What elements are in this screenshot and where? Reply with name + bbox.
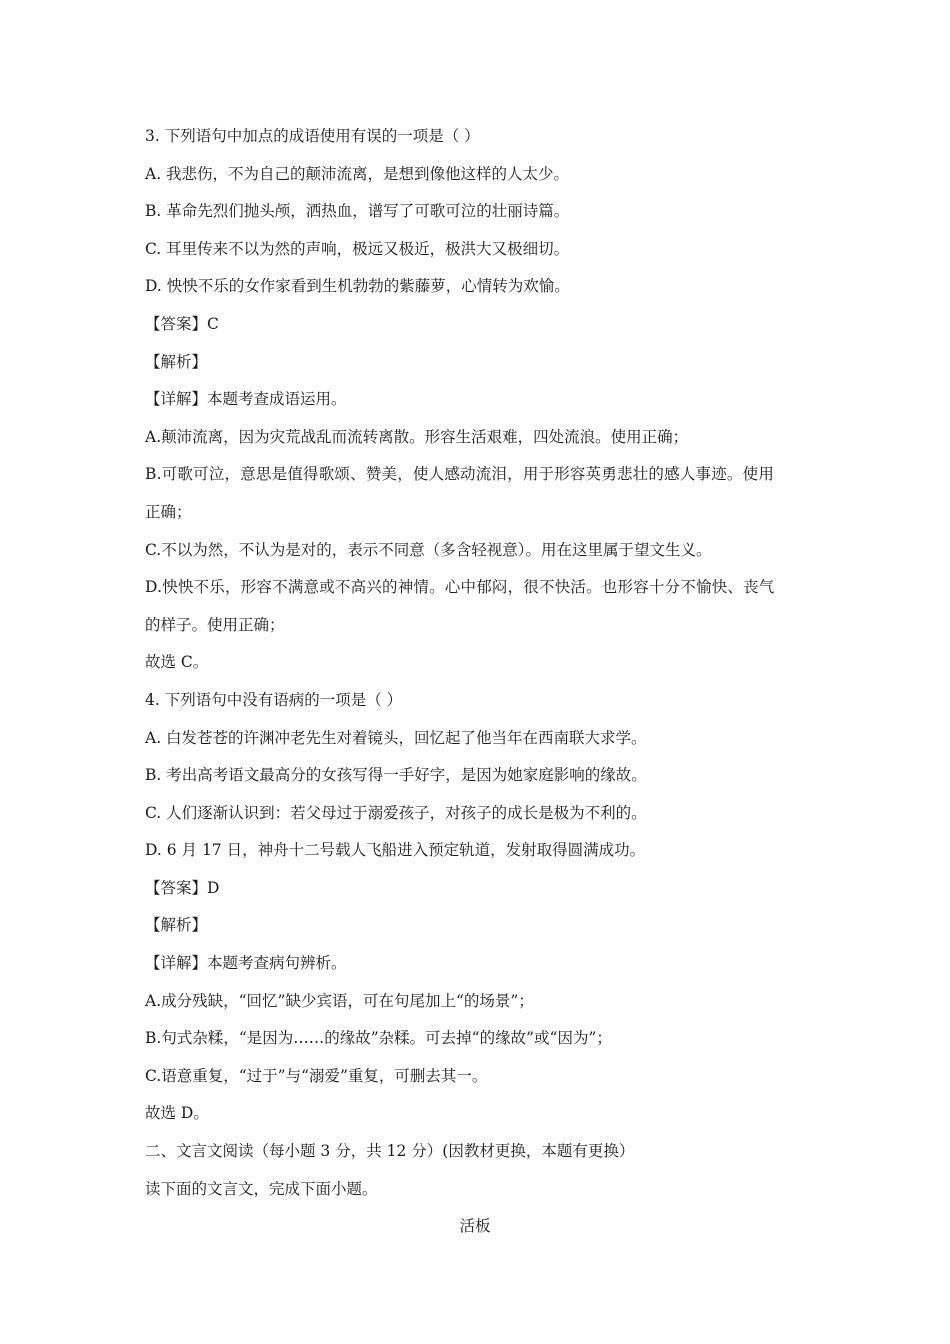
question-3-option-d: D. 怏怏不乐的女作家看到生机勃勃的紫藤萝，心情转为欢愉。 xyxy=(145,277,570,296)
question-3-explanation-d: D.怏怏不乐，形容不满意或不高兴的神情。心中郁闷，很不快活。也形容十分不愉快、丧气 xyxy=(145,578,775,597)
question-4-conclusion: 故选 D。 xyxy=(145,1104,209,1123)
question-4-analysis-label: 【解析】 xyxy=(145,916,208,935)
question-4-option-a: A. 白发苍苍的许渊冲老先生对着镜头，回忆起了他当年在西南联大求学。 xyxy=(145,728,647,747)
question-4-explanation-a: A.成分残缺，“回忆”缺少宾语，可在句尾加上“的场景”； xyxy=(145,991,534,1010)
section-2-heading: 二、文言文阅读（每小题 3 分，共 12 分）(因教材更换，本题有更换） xyxy=(145,1142,635,1161)
question-3-analysis-label: 【解析】 xyxy=(145,352,208,371)
question-4-explanation-c: C.语意重复，“过于”与“溺爱”重复，可删去其一。 xyxy=(145,1066,488,1085)
question-3-option-c: C. 耳里传来不以为然的声响，极远又极近，极洪大又极细切。 xyxy=(145,239,570,258)
document-page xyxy=(145,118,815,1246)
question-4-option-c: C. 人们逐渐认识到：若父母过于溺爱孩子，对孩子的成长是极为不利的。 xyxy=(145,803,647,822)
question-4-answer: 【答案】D xyxy=(145,878,220,897)
question-3-answer: 【答案】C xyxy=(145,314,219,333)
question-3-explanation-a: A.颠沛流离，因为灾荒战乱而流转离散。形容生活艰难，四处流浪。使用正确； xyxy=(145,427,689,446)
question-4-option-d: D. 6 月 17 日，神舟十二号载人飞船进入预定轨道，发射取得圆满成功。 xyxy=(145,841,646,860)
question-3-explanation-d-cont: 的样子。使用正确； xyxy=(145,615,285,634)
question-3-explanation-b: B.可歌可泣，意思是值得歌颂、赞美，使人感动流泪，用于形容英勇悲壮的感人事迹。使用 xyxy=(145,465,775,484)
question-4-stem: 4. 下列语句中没有语病的一项是（ ） xyxy=(145,690,403,709)
question-3-explanation-c: C.不以为然，不认为是对的，表示不同意（多含轻视意）。用在这里属于望文生义。 xyxy=(145,540,712,559)
section-2-instruction: 读下面的文言文，完成下面小题。 xyxy=(145,1179,378,1198)
question-3-conclusion: 故选 C。 xyxy=(145,653,209,672)
question-4-explanation-b: B.句式杂糅，“是因为……的缘故”杂糅。可去掉“的缘故”或“因为”； xyxy=(145,1029,612,1048)
question-3-stem: 3. 下列语句中加点的成语使用有误的一项是（ ） xyxy=(145,127,480,145)
question-4-option-b: B. 考出高考语文最高分的女孩写得一手好字，是因为她家庭影响的缘故。 xyxy=(145,766,647,785)
passage-title: 活板 xyxy=(459,1217,491,1236)
question-3-option-a: A. 我悲伤，不为自己的颠沛流离，是想到像他这样的人太少。 xyxy=(145,164,570,183)
question-3-explanation-b-cont: 正确； xyxy=(145,502,192,521)
question-3-option-b: B. 革命先烈们抛头颅，洒热血，谱写了可歌可泣的壮丽诗篇。 xyxy=(145,202,570,221)
question-3-detail: 【详解】本题考查成语运用。 xyxy=(145,390,347,409)
question-4-detail: 【详解】本题考查病句辨析。 xyxy=(145,954,347,973)
